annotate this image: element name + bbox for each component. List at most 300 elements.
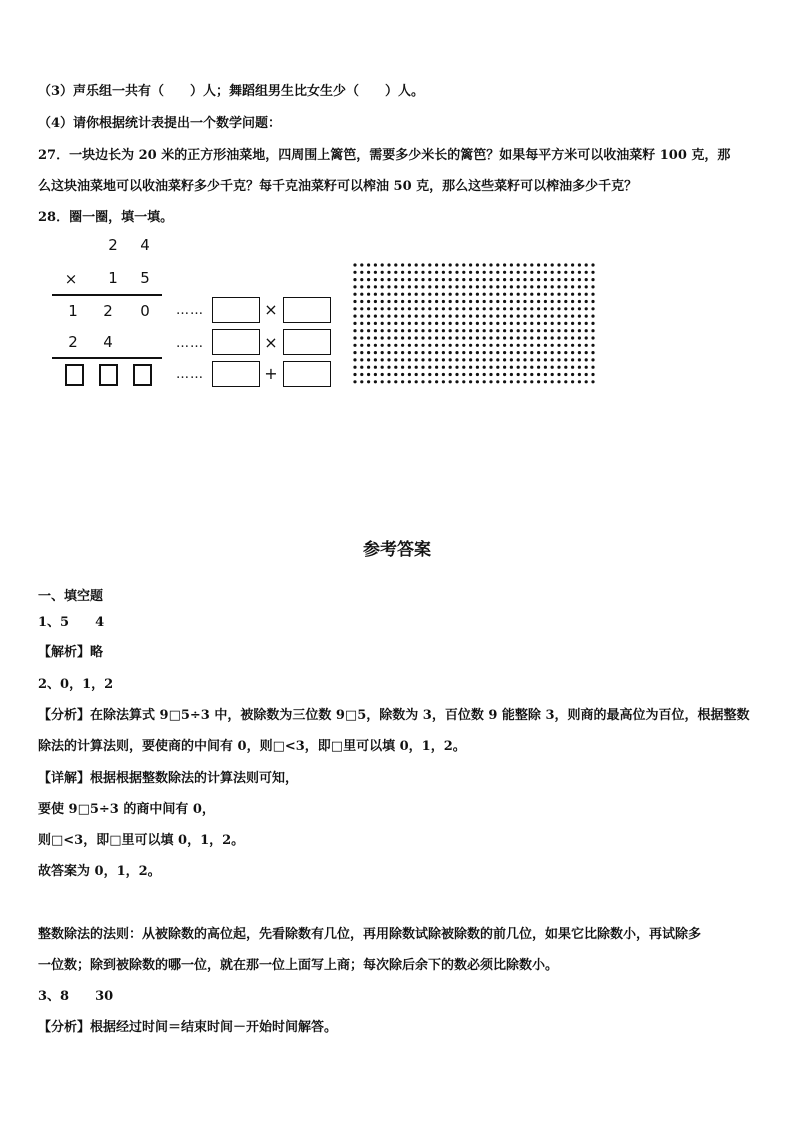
grid-dot[interactable] xyxy=(428,358,431,361)
grid-dot[interactable] xyxy=(591,300,594,303)
grid-dot[interactable] xyxy=(367,307,370,310)
grid-dot[interactable] xyxy=(510,271,513,274)
grid-dot[interactable] xyxy=(503,380,506,383)
grid-dot[interactable] xyxy=(360,336,363,339)
grid-dot[interactable] xyxy=(435,344,438,347)
grid-dot[interactable] xyxy=(483,293,486,296)
grid-dot[interactable] xyxy=(571,322,574,325)
grid-dot[interactable] xyxy=(551,351,554,354)
grid-dot[interactable] xyxy=(564,285,567,288)
grid-dot[interactable] xyxy=(557,300,560,303)
grid-dot[interactable] xyxy=(557,344,560,347)
grid-dot[interactable] xyxy=(367,293,370,296)
grid-dot[interactable] xyxy=(421,271,424,274)
grid-dot[interactable] xyxy=(530,336,533,339)
grid-dot[interactable] xyxy=(428,263,431,266)
grid-dot[interactable] xyxy=(578,329,581,332)
grid-dot[interactable] xyxy=(523,351,526,354)
grid-dot[interactable] xyxy=(394,307,397,310)
grid-dot[interactable] xyxy=(360,322,363,325)
grid-dot[interactable] xyxy=(455,351,458,354)
grid-dot[interactable] xyxy=(564,293,567,296)
grid-dot[interactable] xyxy=(551,344,554,347)
grid-dot[interactable] xyxy=(551,373,554,376)
grid-dot[interactable] xyxy=(394,300,397,303)
grid-dot[interactable] xyxy=(551,293,554,296)
grid-dot[interactable] xyxy=(510,285,513,288)
grid-dot[interactable] xyxy=(530,285,533,288)
grid-dot[interactable] xyxy=(476,263,479,266)
grid-dot[interactable] xyxy=(578,307,581,310)
grid-dot[interactable] xyxy=(523,344,526,347)
grid-dot[interactable] xyxy=(428,380,431,383)
grid-dot[interactable] xyxy=(496,329,499,332)
grid-dot[interactable] xyxy=(394,293,397,296)
grid-dot[interactable] xyxy=(421,366,424,369)
grid-dot[interactable] xyxy=(381,315,384,318)
grid-dot[interactable] xyxy=(585,358,588,361)
grid-dot[interactable] xyxy=(428,373,431,376)
grid-dot[interactable] xyxy=(557,380,560,383)
grid-dot[interactable] xyxy=(360,329,363,332)
grid-dot[interactable] xyxy=(469,380,472,383)
grid-dot[interactable] xyxy=(387,380,390,383)
grid-dot[interactable] xyxy=(578,358,581,361)
grid-dot[interactable] xyxy=(483,380,486,383)
grid-dot[interactable] xyxy=(367,366,370,369)
grid-dot[interactable] xyxy=(387,329,390,332)
grid-dot[interactable] xyxy=(557,373,560,376)
grid-dot[interactable] xyxy=(367,351,370,354)
grid-dot[interactable] xyxy=(381,373,384,376)
grid-dot[interactable] xyxy=(517,315,520,318)
grid-dot[interactable] xyxy=(551,366,554,369)
grid-dot[interactable] xyxy=(585,300,588,303)
grid-dot[interactable] xyxy=(503,344,506,347)
grid-dot[interactable] xyxy=(510,278,513,281)
grid-dot[interactable] xyxy=(585,329,588,332)
grid-dot[interactable] xyxy=(578,373,581,376)
grid-dot[interactable] xyxy=(408,278,411,281)
grid-dot[interactable] xyxy=(585,322,588,325)
grid-dot[interactable] xyxy=(483,322,486,325)
grid-dot[interactable] xyxy=(374,344,377,347)
grid-dot[interactable] xyxy=(442,315,445,318)
grid-dot[interactable] xyxy=(367,278,370,281)
grid-dot[interactable] xyxy=(435,322,438,325)
grid-dot[interactable] xyxy=(401,329,404,332)
grid-dot[interactable] xyxy=(353,315,356,318)
grid-dot[interactable] xyxy=(585,263,588,266)
grid-dot[interactable] xyxy=(557,366,560,369)
grid-dot[interactable] xyxy=(517,351,520,354)
grid-dot[interactable] xyxy=(469,366,472,369)
grid-dot[interactable] xyxy=(353,285,356,288)
grid-dot[interactable] xyxy=(503,285,506,288)
grid-dot[interactable] xyxy=(455,307,458,310)
grid-dot[interactable] xyxy=(449,329,452,332)
grid-dot[interactable] xyxy=(394,285,397,288)
grid-dot[interactable] xyxy=(421,300,424,303)
grid-dot[interactable] xyxy=(483,263,486,266)
grid-dot[interactable] xyxy=(489,263,492,266)
grid-dot[interactable] xyxy=(415,285,418,288)
grid-dot[interactable] xyxy=(394,358,397,361)
dot-grid[interactable] xyxy=(352,262,602,390)
grid-dot[interactable] xyxy=(557,263,560,266)
grid-dot[interactable] xyxy=(510,344,513,347)
grid-dot[interactable] xyxy=(571,271,574,274)
grid-dot[interactable] xyxy=(374,322,377,325)
grid-dot[interactable] xyxy=(537,263,540,266)
grid-dot[interactable] xyxy=(503,351,506,354)
grid-dot[interactable] xyxy=(428,344,431,347)
grid-dot[interactable] xyxy=(557,285,560,288)
grid-dot[interactable] xyxy=(401,351,404,354)
grid-dot[interactable] xyxy=(442,278,445,281)
grid-dot[interactable] xyxy=(381,344,384,347)
grid-dot[interactable] xyxy=(353,293,356,296)
grid-dot[interactable] xyxy=(360,358,363,361)
grid-dot[interactable] xyxy=(381,278,384,281)
grid-dot[interactable] xyxy=(360,366,363,369)
grid-dot[interactable] xyxy=(421,344,424,347)
grid-dot[interactable] xyxy=(585,307,588,310)
grid-dot[interactable] xyxy=(578,351,581,354)
grid-dot[interactable] xyxy=(367,315,370,318)
fill-box[interactable] xyxy=(283,361,331,387)
grid-dot[interactable] xyxy=(517,336,520,339)
grid-dot[interactable] xyxy=(476,322,479,325)
grid-dot[interactable] xyxy=(571,366,574,369)
grid-dot[interactable] xyxy=(523,271,526,274)
grid-dot[interactable] xyxy=(387,344,390,347)
grid-dot[interactable] xyxy=(510,366,513,369)
grid-dot[interactable] xyxy=(401,373,404,376)
grid-dot[interactable] xyxy=(544,380,547,383)
grid-dot[interactable] xyxy=(585,271,588,274)
grid-dot[interactable] xyxy=(564,300,567,303)
grid-dot[interactable] xyxy=(591,344,594,347)
grid-dot[interactable] xyxy=(455,366,458,369)
grid-dot[interactable] xyxy=(387,351,390,354)
grid-dot[interactable] xyxy=(435,285,438,288)
grid-dot[interactable] xyxy=(367,380,370,383)
grid-dot[interactable] xyxy=(462,373,465,376)
grid-dot[interactable] xyxy=(496,263,499,266)
grid-dot[interactable] xyxy=(449,366,452,369)
grid-dot[interactable] xyxy=(557,358,560,361)
grid-dot[interactable] xyxy=(367,336,370,339)
grid-dot[interactable] xyxy=(374,351,377,354)
grid-dot[interactable] xyxy=(428,322,431,325)
grid-dot[interactable] xyxy=(381,358,384,361)
grid-dot[interactable] xyxy=(462,366,465,369)
grid-dot[interactable] xyxy=(503,329,506,332)
grid-dot[interactable] xyxy=(360,300,363,303)
grid-dot[interactable] xyxy=(585,344,588,347)
grid-dot[interactable] xyxy=(381,366,384,369)
grid-dot[interactable] xyxy=(510,300,513,303)
grid-dot[interactable] xyxy=(544,271,547,274)
grid-dot[interactable] xyxy=(503,358,506,361)
grid-dot[interactable] xyxy=(489,366,492,369)
grid-dot[interactable] xyxy=(571,380,574,383)
grid-dot[interactable] xyxy=(523,263,526,266)
grid-dot[interactable] xyxy=(530,322,533,325)
grid-dot[interactable] xyxy=(530,358,533,361)
grid-dot[interactable] xyxy=(469,351,472,354)
grid-dot[interactable] xyxy=(496,351,499,354)
grid-dot[interactable] xyxy=(564,329,567,332)
grid-dot[interactable] xyxy=(591,307,594,310)
grid-dot[interactable] xyxy=(353,307,356,310)
grid-dot[interactable] xyxy=(530,315,533,318)
grid-dot[interactable] xyxy=(517,307,520,310)
grid-dot[interactable] xyxy=(530,366,533,369)
grid-dot[interactable] xyxy=(415,307,418,310)
grid-dot[interactable] xyxy=(510,263,513,266)
grid-dot[interactable] xyxy=(435,373,438,376)
grid-dot[interactable] xyxy=(401,358,404,361)
grid-dot[interactable] xyxy=(442,351,445,354)
grid-dot[interactable] xyxy=(503,263,506,266)
grid-dot[interactable] xyxy=(449,351,452,354)
grid-dot[interactable] xyxy=(408,373,411,376)
grid-dot[interactable] xyxy=(353,271,356,274)
grid-dot[interactable] xyxy=(462,293,465,296)
grid-dot[interactable] xyxy=(476,336,479,339)
grid-dot[interactable] xyxy=(530,307,533,310)
grid-dot[interactable] xyxy=(537,307,540,310)
grid-dot[interactable] xyxy=(455,315,458,318)
grid-dot[interactable] xyxy=(415,271,418,274)
grid-dot[interactable] xyxy=(428,366,431,369)
grid-dot[interactable] xyxy=(503,271,506,274)
grid-dot[interactable] xyxy=(462,307,465,310)
grid-dot[interactable] xyxy=(571,263,574,266)
grid-dot[interactable] xyxy=(530,271,533,274)
grid-dot[interactable] xyxy=(387,293,390,296)
grid-dot[interactable] xyxy=(510,315,513,318)
grid-dot[interactable] xyxy=(578,263,581,266)
grid-dot[interactable] xyxy=(408,271,411,274)
grid-dot[interactable] xyxy=(537,278,540,281)
grid-dot[interactable] xyxy=(387,300,390,303)
grid-dot[interactable] xyxy=(591,293,594,296)
grid-dot[interactable] xyxy=(476,285,479,288)
grid-dot[interactable] xyxy=(394,271,397,274)
grid-dot[interactable] xyxy=(421,329,424,332)
grid-dot[interactable] xyxy=(435,315,438,318)
grid-dot[interactable] xyxy=(571,344,574,347)
grid-dot[interactable] xyxy=(483,271,486,274)
grid-dot[interactable] xyxy=(401,380,404,383)
grid-dot[interactable] xyxy=(483,300,486,303)
grid-dot[interactable] xyxy=(353,336,356,339)
grid-dot[interactable] xyxy=(435,271,438,274)
grid-dot[interactable] xyxy=(428,315,431,318)
grid-dot[interactable] xyxy=(489,300,492,303)
grid-dot[interactable] xyxy=(496,293,499,296)
grid-dot[interactable] xyxy=(374,373,377,376)
grid-dot[interactable] xyxy=(428,271,431,274)
grid-dot[interactable] xyxy=(544,366,547,369)
grid-dot[interactable] xyxy=(435,380,438,383)
grid-dot[interactable] xyxy=(578,366,581,369)
grid-dot[interactable] xyxy=(462,351,465,354)
grid-dot[interactable] xyxy=(551,322,554,325)
grid-dot[interactable] xyxy=(517,293,520,296)
grid-dot[interactable] xyxy=(585,373,588,376)
grid-dot[interactable] xyxy=(489,329,492,332)
grid-dot[interactable] xyxy=(401,322,404,325)
answer-digit-box[interactable] xyxy=(99,364,118,386)
grid-dot[interactable] xyxy=(571,315,574,318)
grid-dot[interactable] xyxy=(591,322,594,325)
grid-dot[interactable] xyxy=(585,285,588,288)
grid-dot[interactable] xyxy=(564,351,567,354)
grid-dot[interactable] xyxy=(455,380,458,383)
grid-dot[interactable] xyxy=(415,351,418,354)
grid-dot[interactable] xyxy=(476,307,479,310)
grid-dot[interactable] xyxy=(591,329,594,332)
grid-dot[interactable] xyxy=(449,263,452,266)
grid-dot[interactable] xyxy=(530,344,533,347)
grid-dot[interactable] xyxy=(367,300,370,303)
fill-box[interactable] xyxy=(283,329,331,355)
grid-dot[interactable] xyxy=(387,307,390,310)
grid-dot[interactable] xyxy=(421,315,424,318)
grid-dot[interactable] xyxy=(421,358,424,361)
fill-box[interactable] xyxy=(212,361,260,387)
grid-dot[interactable] xyxy=(367,358,370,361)
grid-dot[interactable] xyxy=(476,293,479,296)
grid-dot[interactable] xyxy=(551,285,554,288)
grid-dot[interactable] xyxy=(435,366,438,369)
grid-dot[interactable] xyxy=(353,366,356,369)
grid-dot[interactable] xyxy=(496,358,499,361)
grid-dot[interactable] xyxy=(353,300,356,303)
grid-dot[interactable] xyxy=(496,336,499,339)
grid-dot[interactable] xyxy=(421,307,424,310)
grid-dot[interactable] xyxy=(517,380,520,383)
grid-dot[interactable] xyxy=(462,322,465,325)
grid-dot[interactable] xyxy=(387,373,390,376)
grid-dot[interactable] xyxy=(455,322,458,325)
grid-dot[interactable] xyxy=(428,336,431,339)
grid-dot[interactable] xyxy=(449,271,452,274)
grid-dot[interactable] xyxy=(564,271,567,274)
grid-dot[interactable] xyxy=(523,322,526,325)
grid-dot[interactable] xyxy=(387,278,390,281)
grid-dot[interactable] xyxy=(415,293,418,296)
grid-dot[interactable] xyxy=(476,329,479,332)
grid-dot[interactable] xyxy=(408,344,411,347)
grid-dot[interactable] xyxy=(537,351,540,354)
grid-dot[interactable] xyxy=(469,293,472,296)
grid-dot[interactable] xyxy=(571,351,574,354)
grid-dot[interactable] xyxy=(530,263,533,266)
grid-dot[interactable] xyxy=(523,293,526,296)
grid-dot[interactable] xyxy=(428,351,431,354)
grid-dot[interactable] xyxy=(523,336,526,339)
grid-dot[interactable] xyxy=(374,285,377,288)
grid-dot[interactable] xyxy=(537,336,540,339)
grid-dot[interactable] xyxy=(415,373,418,376)
grid-dot[interactable] xyxy=(489,285,492,288)
grid-dot[interactable] xyxy=(442,380,445,383)
grid-dot[interactable] xyxy=(483,285,486,288)
grid-dot[interactable] xyxy=(591,336,594,339)
grid-dot[interactable] xyxy=(476,351,479,354)
grid-dot[interactable] xyxy=(585,278,588,281)
grid-dot[interactable] xyxy=(455,263,458,266)
grid-dot[interactable] xyxy=(476,271,479,274)
grid-dot[interactable] xyxy=(353,278,356,281)
grid-dot[interactable] xyxy=(415,300,418,303)
grid-dot[interactable] xyxy=(408,380,411,383)
grid-dot[interactable] xyxy=(381,263,384,266)
grid-dot[interactable] xyxy=(353,380,356,383)
grid-dot[interactable] xyxy=(415,322,418,325)
grid-dot[interactable] xyxy=(591,366,594,369)
grid-dot[interactable] xyxy=(462,278,465,281)
grid-dot[interactable] xyxy=(517,285,520,288)
grid-dot[interactable] xyxy=(564,366,567,369)
grid-dot[interactable] xyxy=(564,380,567,383)
grid-dot[interactable] xyxy=(544,300,547,303)
grid-dot[interactable] xyxy=(462,271,465,274)
grid-dot[interactable] xyxy=(381,293,384,296)
grid-dot[interactable] xyxy=(462,315,465,318)
grid-dot[interactable] xyxy=(510,358,513,361)
grid-dot[interactable] xyxy=(517,358,520,361)
grid-dot[interactable] xyxy=(517,263,520,266)
grid-dot[interactable] xyxy=(435,278,438,281)
grid-dot[interactable] xyxy=(578,315,581,318)
grid-dot[interactable] xyxy=(537,380,540,383)
grid-dot[interactable] xyxy=(591,278,594,281)
grid-dot[interactable] xyxy=(551,336,554,339)
grid-dot[interactable] xyxy=(455,336,458,339)
grid-dot[interactable] xyxy=(503,293,506,296)
grid-dot[interactable] xyxy=(544,373,547,376)
answer-digit-box[interactable] xyxy=(133,364,152,386)
grid-dot[interactable] xyxy=(585,380,588,383)
grid-dot[interactable] xyxy=(483,278,486,281)
grid-dot[interactable] xyxy=(442,263,445,266)
grid-dot[interactable] xyxy=(517,300,520,303)
grid-dot[interactable] xyxy=(496,373,499,376)
grid-dot[interactable] xyxy=(387,322,390,325)
grid-dot[interactable] xyxy=(564,307,567,310)
grid-dot[interactable] xyxy=(449,344,452,347)
grid-dot[interactable] xyxy=(401,271,404,274)
grid-dot[interactable] xyxy=(435,329,438,332)
grid-dot[interactable] xyxy=(401,285,404,288)
grid-dot[interactable] xyxy=(544,315,547,318)
grid-dot[interactable] xyxy=(557,351,560,354)
grid-dot[interactable] xyxy=(585,366,588,369)
grid-dot[interactable] xyxy=(530,278,533,281)
grid-dot[interactable] xyxy=(530,300,533,303)
grid-dot[interactable] xyxy=(551,315,554,318)
grid-dot[interactable] xyxy=(544,263,547,266)
grid-dot[interactable] xyxy=(469,285,472,288)
grid-dot[interactable] xyxy=(489,344,492,347)
grid-dot[interactable] xyxy=(421,278,424,281)
